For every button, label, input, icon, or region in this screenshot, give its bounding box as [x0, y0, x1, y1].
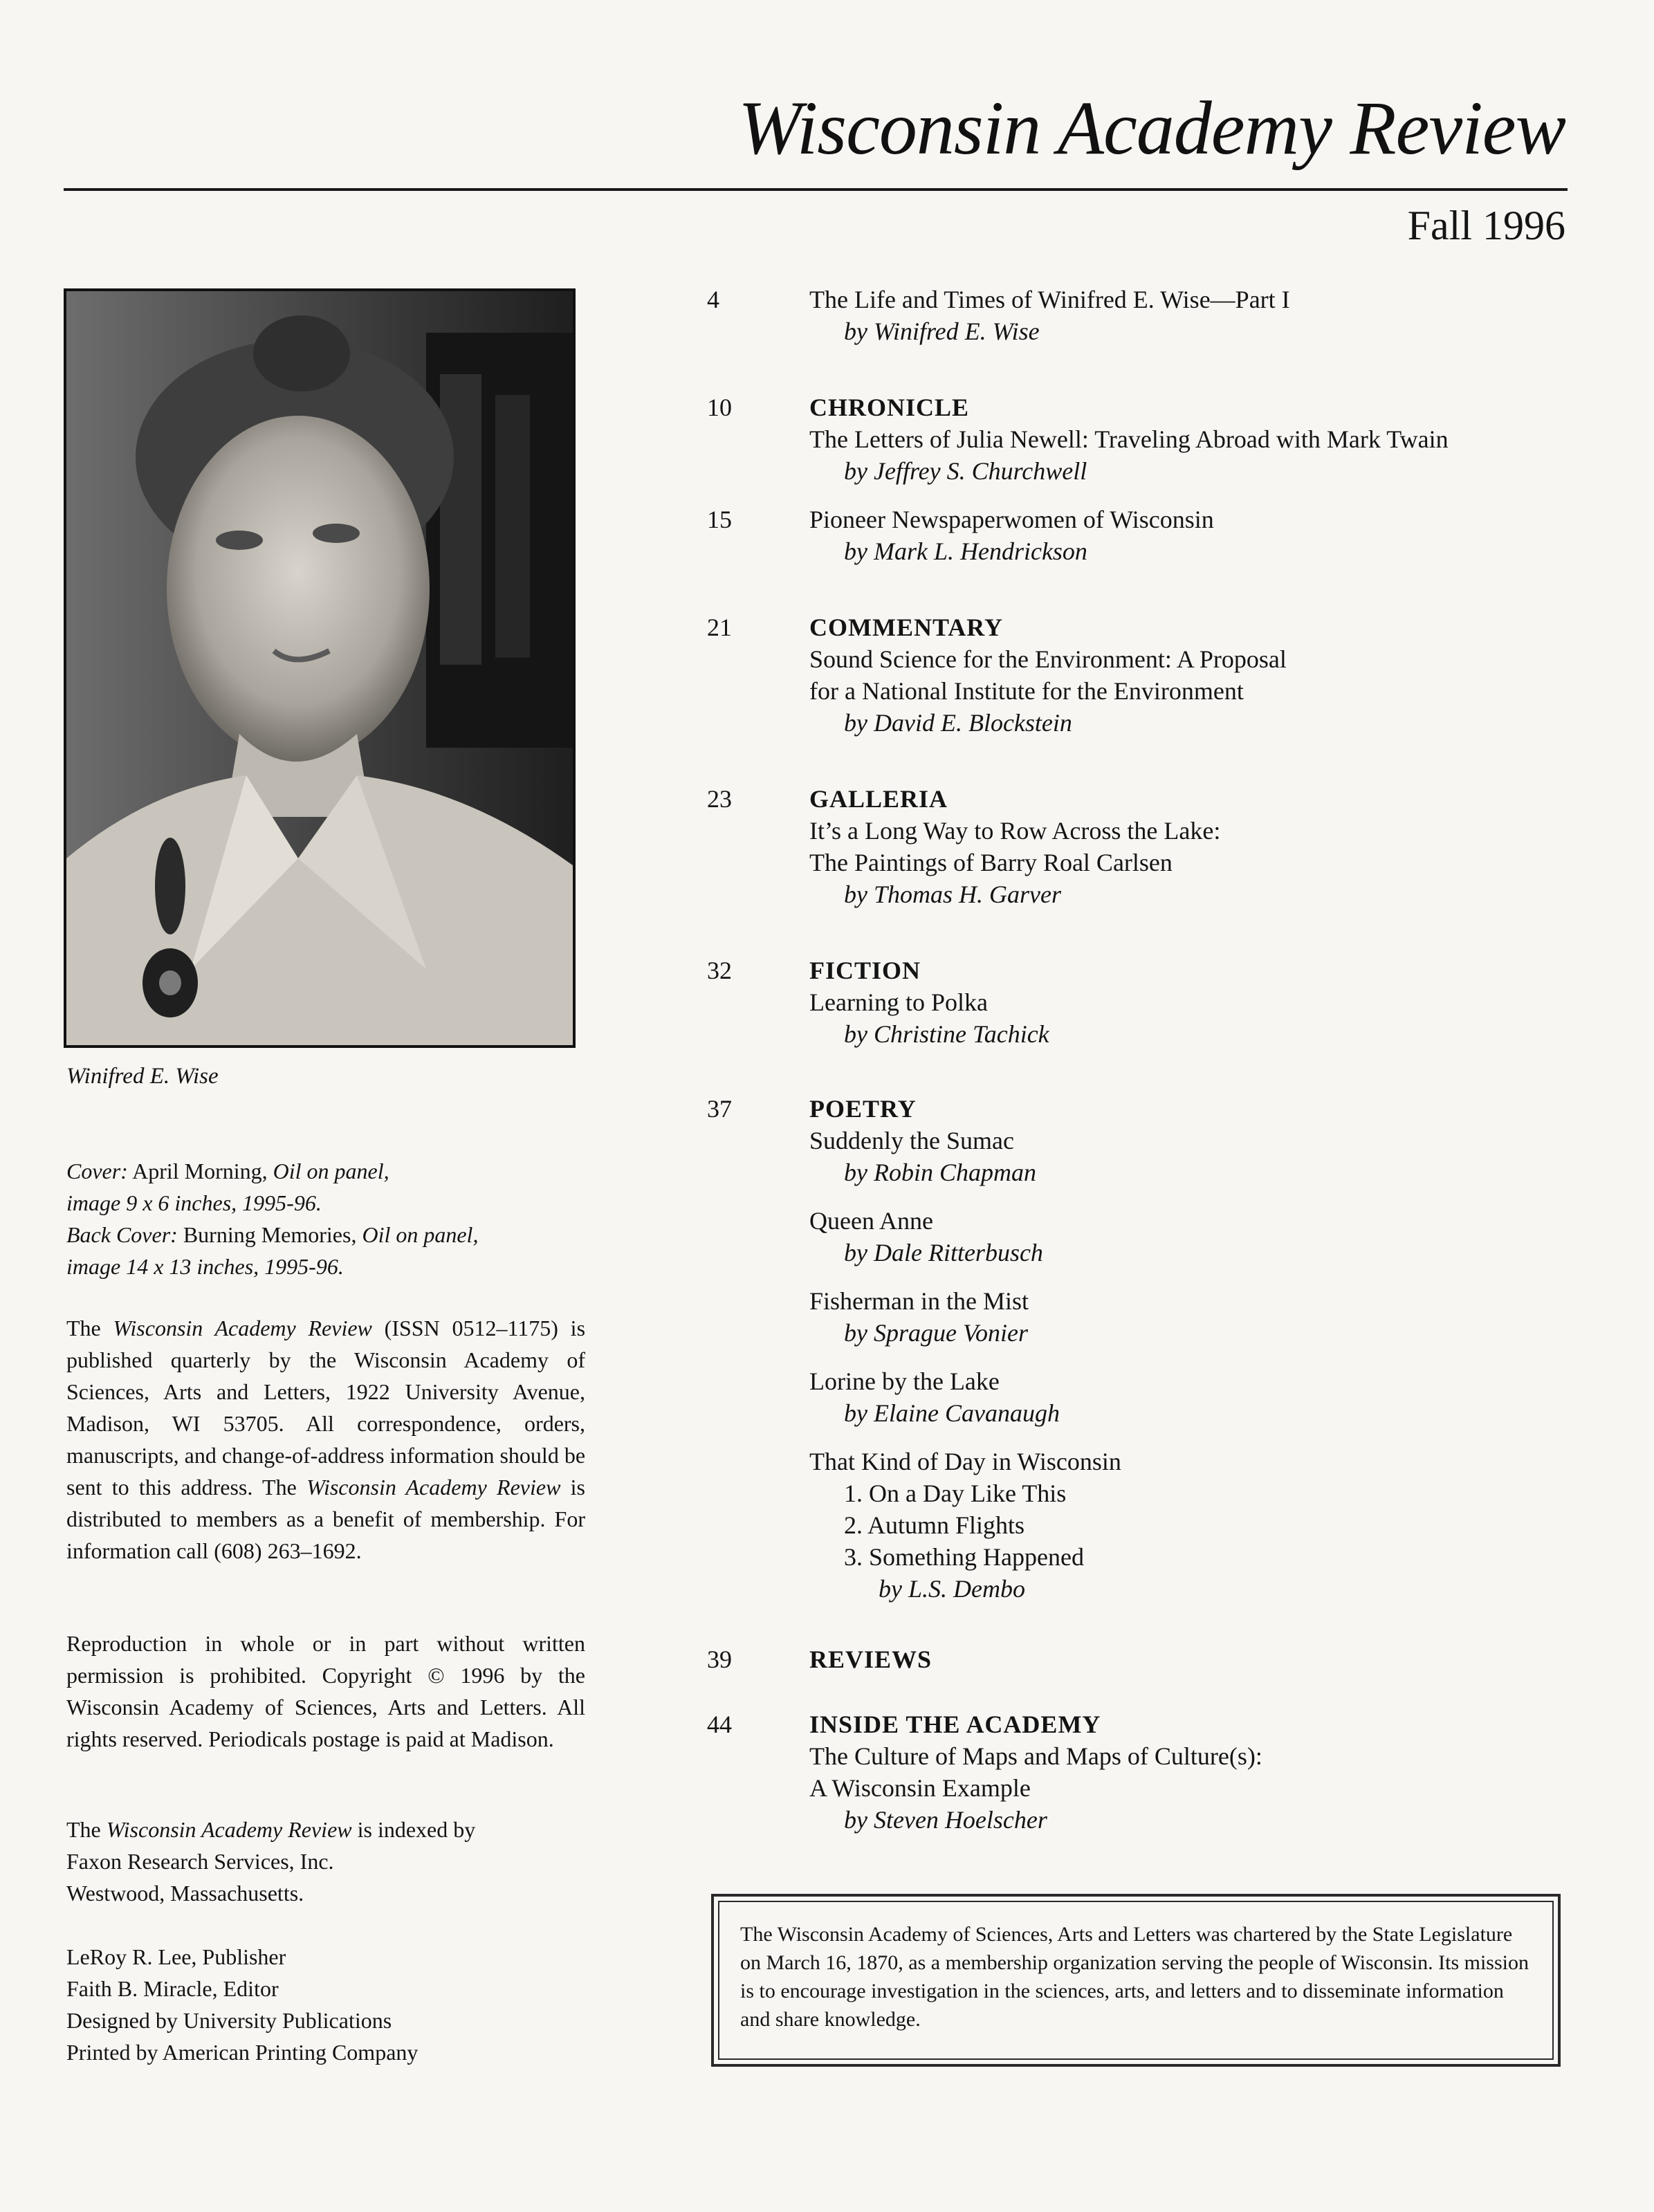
poem-series-byline: by L.S. Dembo: [879, 1575, 1025, 1603]
index-line-3: Westwood, Massachusetts.: [66, 1881, 304, 1906]
index-line-2: Faxon Research Services, Inc.: [66, 1849, 334, 1874]
publication-paragraph: [66, 1312, 585, 1567]
index-journal: Wisconsin Academy Review: [106, 1817, 352, 1842]
issue-date: Fall 1996: [1407, 203, 1565, 248]
toc-article-title: The Culture of Maps and Maps of Culture(s):: [809, 1742, 1262, 1770]
poem-title: Lorine by the Lake: [809, 1367, 1000, 1395]
poem-byline: by Sprague Vonier: [844, 1319, 1028, 1347]
pub-text-1: The: [66, 1316, 113, 1340]
pub-journal-2: Wisconsin Academy Review: [306, 1475, 561, 1500]
toc-page-number: 39: [707, 1646, 732, 1673]
cover-title: April Morning,: [132, 1159, 268, 1183]
toc-page-number: 4: [707, 286, 719, 313]
toc-page-number: 21: [707, 614, 732, 641]
toc-article-title: It’s a Long Way to Row Across the Lake:: [809, 817, 1221, 845]
toc-section-heading: POETRY: [809, 1095, 917, 1123]
editor-credit: Faith B. Miracle, Editor: [66, 1976, 279, 2001]
photo-caption: Winifred E. Wise: [66, 1064, 219, 1089]
toc-section-heading: FICTION: [809, 957, 921, 984]
toc-byline: by Winifred E. Wise: [844, 317, 1040, 345]
index-line-1: [66, 1814, 585, 1845]
cover-medium: Oil on panel,: [273, 1159, 389, 1183]
pub-text-3: is distributed to members as a benefit of membership. For information call (608) 263–1692.: [66, 1475, 586, 1563]
toc-article-title: Pioneer Newspaperwomen of Wisconsin: [809, 506, 1214, 533]
poem-series-item: 2. Autumn Flights: [844, 1511, 1025, 1539]
portrait-illustration: [66, 291, 573, 1045]
publisher-credit: LeRoy R. Lee, Publisher: [66, 1944, 286, 1969]
toc-article-title: The Life and Times of Winifred E. Wise—Part I: [809, 286, 1290, 313]
toc-article-title: Sound Science for the Environment: A Proposal: [809, 645, 1287, 673]
staff-credits: [66, 1941, 585, 2068]
toc-page-number: 23: [707, 785, 732, 813]
poem-series-item: 1. On a Day Like This: [844, 1480, 1067, 1507]
cover-info: [66, 1155, 585, 1282]
toc-section-heading: GALLERIA: [809, 785, 948, 813]
toc-article-title-cont: for a National Institute for the Environment: [809, 677, 1244, 705]
cover-label: Cover:: [66, 1159, 128, 1183]
poem-title: Queen Anne: [809, 1207, 933, 1235]
toc-section-heading: REVIEWS: [809, 1646, 932, 1673]
poem-title: Suddenly the Sumac: [809, 1127, 1014, 1154]
back-cover-size: image 14 x 13 inches, 1995-96.: [66, 1254, 344, 1279]
toc-byline: by David E. Blockstein: [844, 709, 1072, 737]
poem-title: Fisherman in the Mist: [809, 1287, 1029, 1315]
masthead-title: Wisconsin Academy Review: [738, 86, 1565, 170]
toc-byline: by Steven Hoelscher: [844, 1806, 1047, 1834]
masthead-rule: [64, 188, 1568, 191]
toc-article-title: The Letters of Julia Newell: Traveling Abroad with Mark Twain: [809, 425, 1449, 453]
index-text-1: The: [66, 1817, 107, 1842]
poem-byline: by Robin Chapman: [844, 1159, 1036, 1186]
toc-article-title-cont: The Paintings of Barry Roal Carlsen: [809, 849, 1173, 876]
toc-byline: by Mark L. Hendrickson: [844, 537, 1087, 565]
poem-series-item: 3. Something Happened: [844, 1543, 1084, 1571]
toc-page-number: 15: [707, 506, 732, 533]
toc-page-number: 44: [707, 1711, 732, 1738]
pub-journal-1: Wisconsin Academy Review: [113, 1316, 372, 1340]
toc-byline: by Jeffrey S. Churchwell: [844, 457, 1087, 485]
copyright-info: [66, 1628, 585, 1755]
publication-info: [66, 1312, 585, 1567]
poem-series-title: That Kind of Day in Wisconsin: [809, 1448, 1121, 1475]
copyright-paragraph: Reproduction in whole or in part without written permission is prohibited. Copyright © 1996 by the Wisconsin Academy of Sciences, Arts and Letters. All rights reserved. Periodicals postage is paid at Madison.: [66, 1631, 585, 1751]
portrait-photo: [64, 288, 576, 1048]
cover-size: image 9 x 6 inches, 1995-96.: [66, 1190, 322, 1215]
toc-section-heading: CHRONICLE: [809, 394, 970, 421]
toc-byline: by Thomas H. Garver: [844, 881, 1061, 908]
toc-article-title-cont: A Wisconsin Example: [809, 1774, 1031, 1802]
toc-byline: by Christine Tachick: [844, 1020, 1049, 1048]
toc-section-heading: INSIDE THE ACADEMY: [809, 1711, 1101, 1738]
toc-section-heading: COMMENTARY: [809, 614, 1004, 641]
back-cover-medium: Oil on panel,: [362, 1222, 479, 1247]
charter-box: [711, 1894, 1561, 2067]
back-cover-label: Back Cover:: [66, 1222, 178, 1247]
toc-article-title: Learning to Polka: [809, 988, 988, 1016]
toc-page-number: 32: [707, 957, 732, 984]
index-text-2: is indexed by: [351, 1817, 476, 1842]
pub-text-2: (ISSN 0512–1175) is published quarterly by the Wisconsin Academy of Sciences, Arts and Letters, 1922 University Avenue, Madison, WI 53705. All correspondence, orders, manuscripts, and change-of-address information should be sent to this address. The: [66, 1316, 586, 1500]
index-info: [66, 1814, 585, 1909]
poem-byline: by Dale Ritterbusch: [844, 1239, 1043, 1266]
charter-text: The Wisconsin Academy of Sciences, Arts and Letters was chartered by the State Legislature on March 16, 1870, as a membership organization serving the people of Wisconsin. Its mission is to encourage investigation in the sciences, arts, and letters and to disseminate information and share knowledge.: [718, 1901, 1554, 2060]
toc-page-number: 37: [707, 1095, 732, 1123]
poem-byline: by Elaine Cavanaugh: [844, 1399, 1060, 1427]
printer-credit: Printed by American Printing Company: [66, 2040, 419, 2065]
toc-page-number: 10: [707, 394, 732, 421]
designer-credit: Designed by University Publications: [66, 2008, 392, 2033]
back-cover-title: Burning Memories,: [183, 1222, 357, 1247]
